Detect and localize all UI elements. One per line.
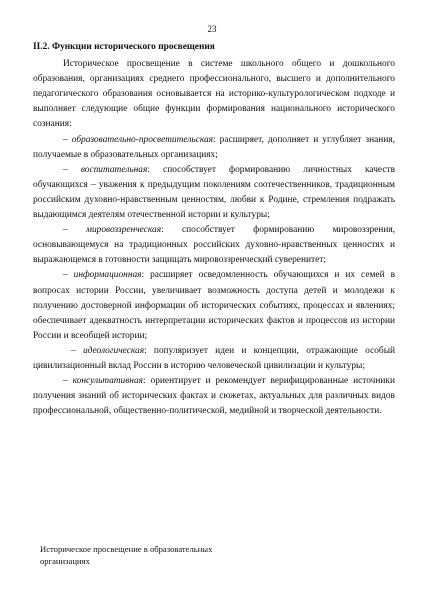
function-description: : способствует формированию мировоззрения, основывающемуся на традиционных российских духовно-нравственных ценностях и выражающемся в готовности защищать мировоззренческий суверенитет; [33, 225, 396, 266]
function-name: информационная [73, 270, 142, 281]
intro-paragraph: Историческое просвещение в системе школьного общего и дошкольного образования, организациях среднего профессионального, высшего и дополнительного педагогического образования основывается на историко-культурологическом подходе и выполняет следующие общие функции формирования национального исторического сознания: [33, 59, 395, 130]
function-name: мировоззренческая [85, 225, 162, 236]
function-name: воспитательная [80, 164, 148, 175]
running-footer: Историческое просвещение в образовательных организациях [40, 544, 213, 566]
function-description: : расширяет осведомленность обучающихся и их семей в вопросах истории России, увеличивает возможность доступа детей и молодежи к получению достоверной информации об исторических событиях, процессах и явлениях; обеспечивает адекватность интерпретации исторических фактов и процессов из истории России и всеобщей истории; [33, 270, 395, 341]
section-heading: II.2. Функции исторического просвещения [33, 42, 215, 52]
item-dash: – [71, 345, 83, 356]
function-item-informational [33, 268, 395, 343]
item-dash: – [63, 164, 81, 175]
function-item-worldview [33, 223, 395, 268]
function-description: : ориентирует и рекомендует верифицированные источники получения знаний об исторических фактах и сюжетах, актуальных для различных видов профессиональной, общественно-политической, медийной и творческой деятельности. [33, 376, 396, 417]
item-dash: – [63, 376, 73, 387]
function-name: идеологическая [82, 345, 145, 356]
function-item-consultative [33, 374, 395, 419]
function-description: : популяризует идеи и концепции, отражающие особый цивилизационный вклад России в историю человеческой цивилизации и культуры; [33, 345, 396, 371]
function-item-upbringing [33, 163, 395, 223]
function-name: образовательно-просветительская [71, 134, 214, 145]
function-description: : расширяет, дополняет и углубляет знания, получаемые в образовательных организациях; [33, 134, 395, 160]
item-dash: – [63, 225, 86, 236]
item-dash: – [63, 134, 72, 145]
page-number: 23 [207, 24, 217, 34]
item-dash: – [63, 270, 74, 281]
page-content [33, 40, 395, 419]
function-item-educational [33, 133, 395, 163]
function-item-ideological [33, 344, 395, 374]
function-description: : способствует формированию личностных качеств обучающихся – уважения к предыдущим поколениям соотечественников, традиционным российским духовно-нравственным ценностям, любви к Родине, стремления подражать выдающимся деятелям отечественной истории и культуры; [33, 164, 396, 221]
function-name: консультативная [72, 376, 144, 387]
